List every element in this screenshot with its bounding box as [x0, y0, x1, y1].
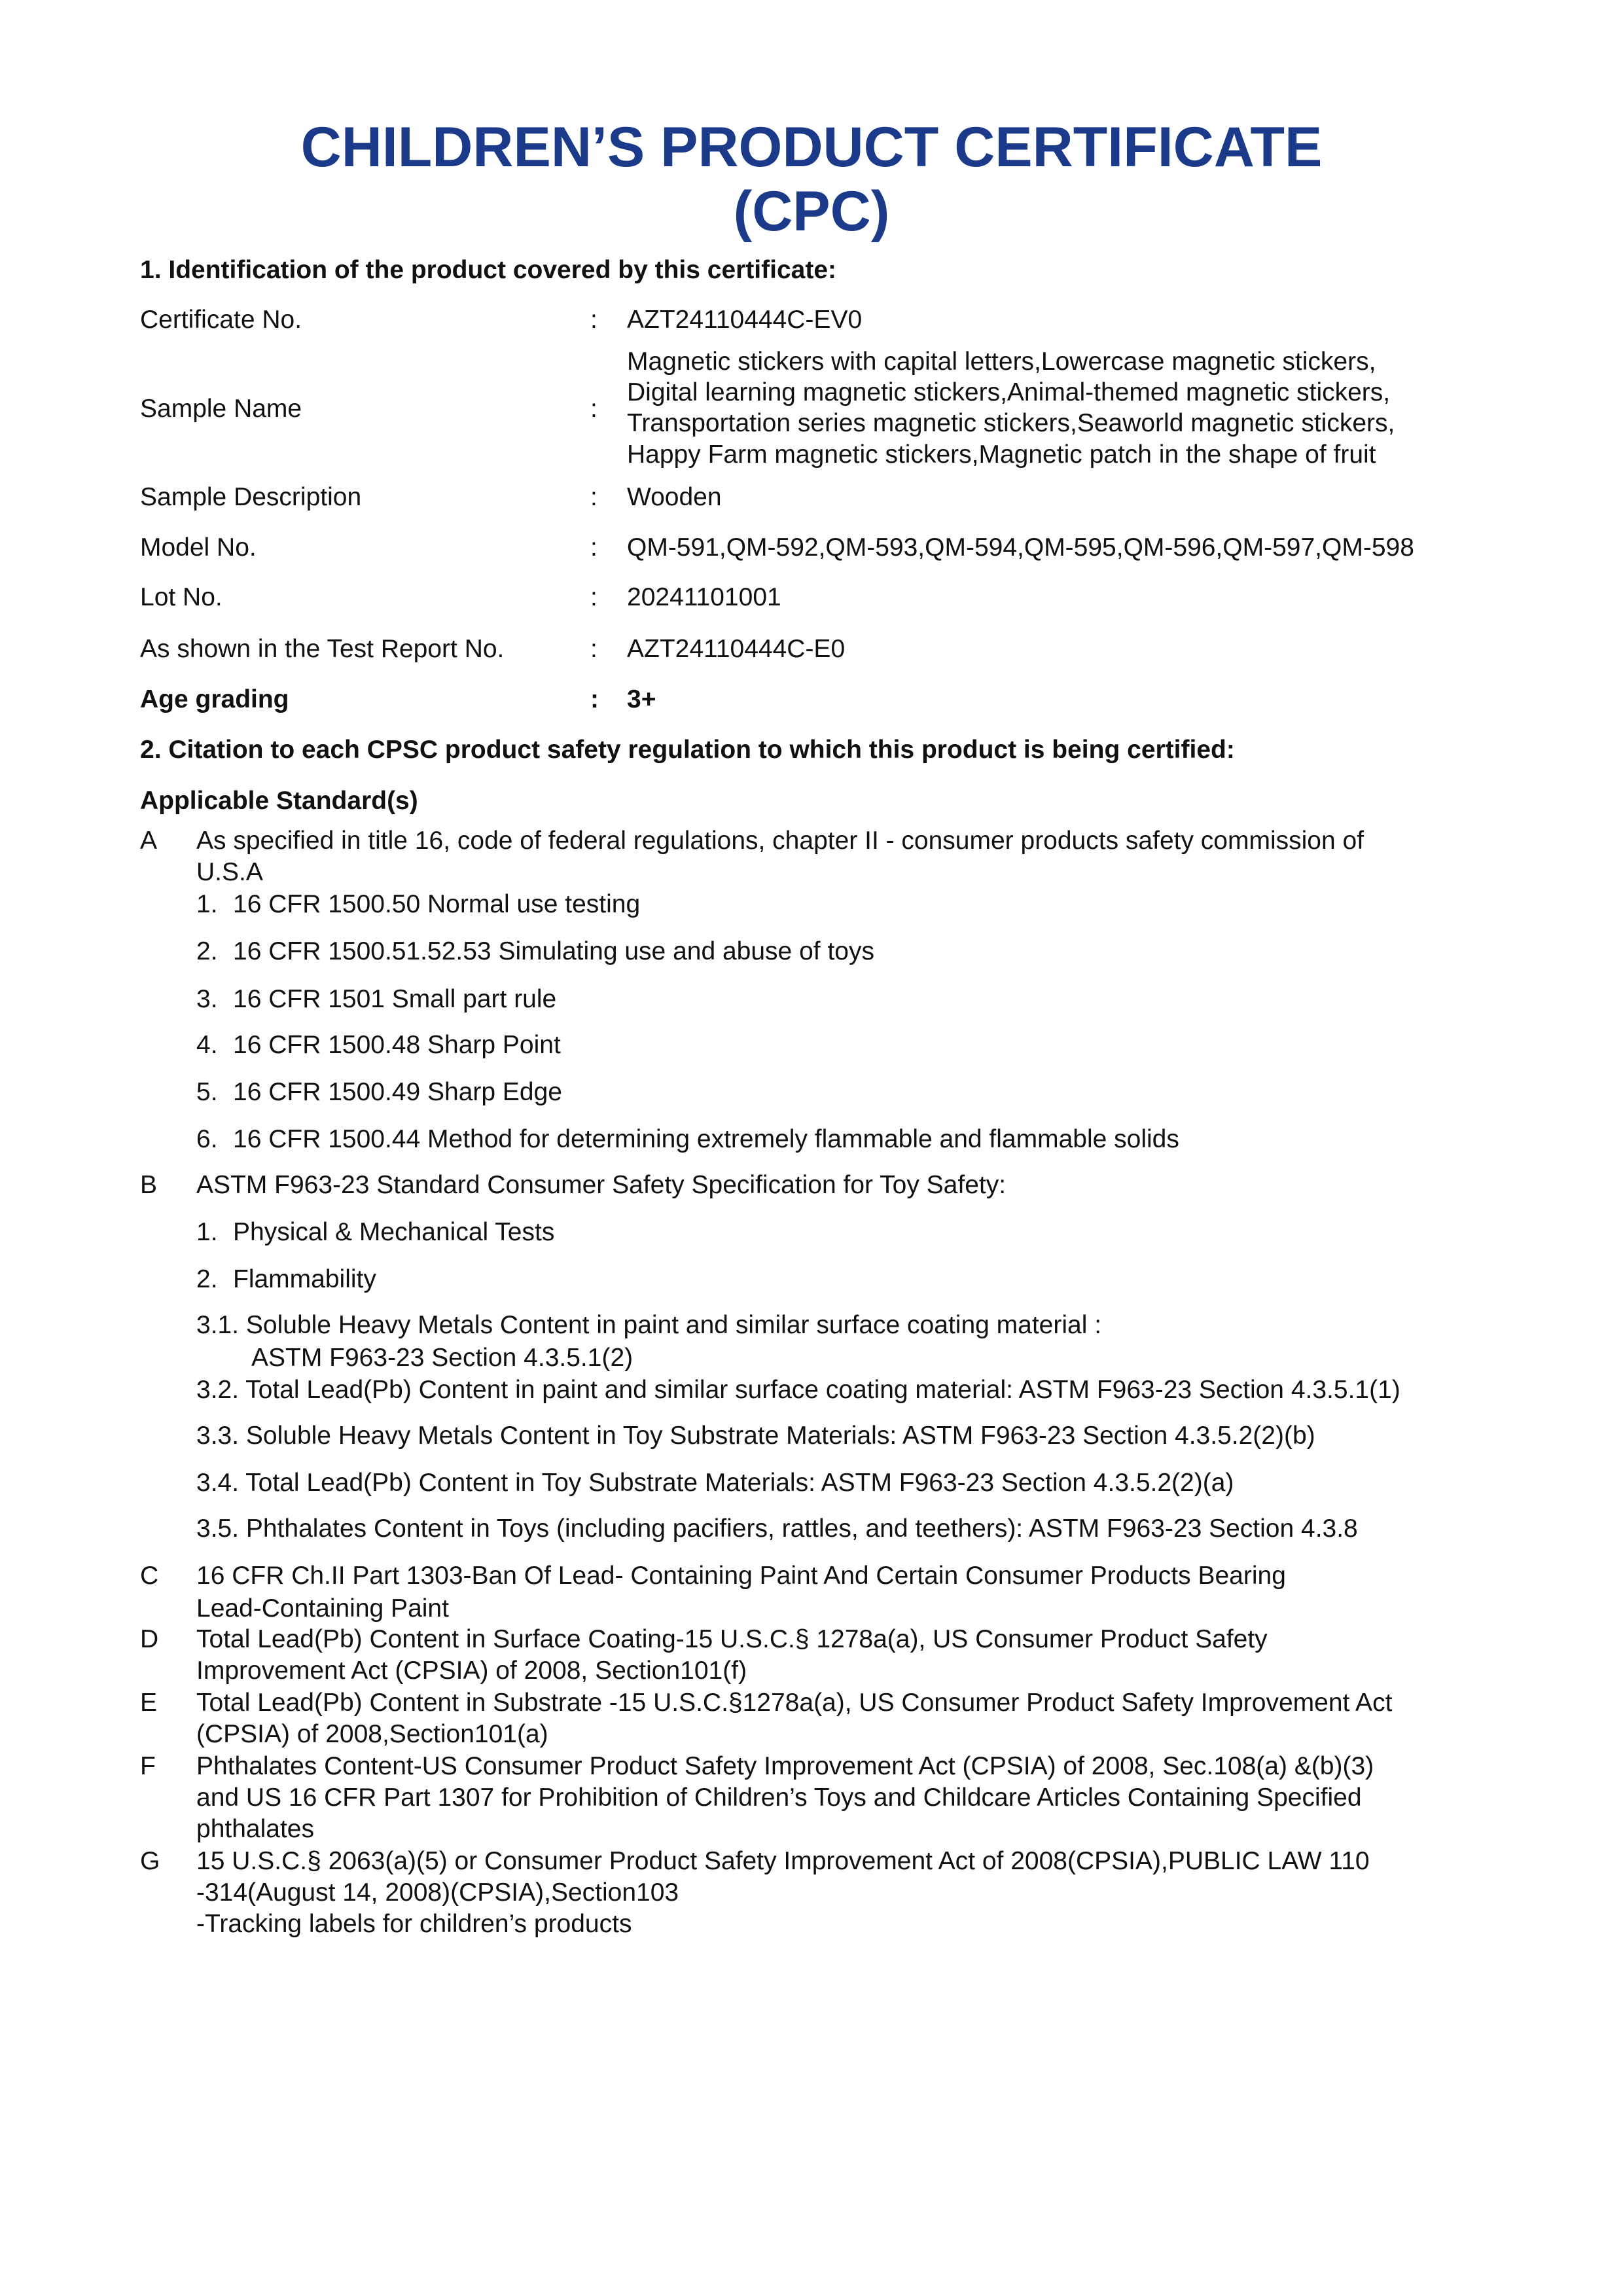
row-label: Age grading: [140, 685, 289, 713]
item-text: 16 CFR 1500.49 Sharp Edge: [233, 1078, 563, 1106]
row-value-line: Magnetic stickers with capital letters,Lowercase magnetic stickers,: [627, 348, 1376, 376]
row-value: AZT24110444C-EV0: [627, 306, 863, 334]
item-text: 16 CFR 1500.50 Normal use testing: [233, 890, 641, 918]
item-text: 16 CFR 1500.44 Method for determining extremely flammable and flammable solids: [233, 1125, 1179, 1153]
row-value-line: Transportation series magnetic stickers,Seaworld magnetic stickers,: [627, 409, 1395, 437]
standard-letter: B: [140, 1171, 158, 1199]
item-text: 3.2. Total Lead(Pb) Content in paint and similar surface coating material: ASTM F963-23 Section 4.3.5.1(1): [196, 1376, 1400, 1404]
row-label: Lot No.: [140, 583, 223, 611]
standard-text: -Tracking labels for children’s products: [196, 1910, 632, 1938]
item-number: 1.: [196, 1218, 218, 1246]
row-colon: :: [590, 685, 599, 713]
row-value: 20241101001: [627, 583, 781, 611]
row-label: Model No.: [140, 533, 257, 562]
row-label: Sample Name: [140, 395, 302, 423]
item-text: 3.3. Soluble Heavy Metals Content in Toy Substrate Materials: ASTM F963-23 Section 4.3.5.2(2)(b): [196, 1422, 1315, 1450]
item-text: 16 CFR 1501 Small part rule: [233, 985, 557, 1013]
item-text: Physical & Mechanical Tests: [233, 1218, 555, 1246]
standard-letter: E: [140, 1689, 158, 1717]
standard-text: ASTM F963-23 Standard Consumer Safety Specification for Toy Safety:: [196, 1171, 1007, 1199]
standard-text: Total Lead(Pb) Content in Surface Coating-15 U.S.C.§ 1278a(a), US Consumer Product Safety: [196, 1625, 1268, 1653]
standard-letter: D: [140, 1625, 159, 1653]
standard-text: Improvement Act (CPSIA) of 2008, Section101(f): [196, 1657, 747, 1685]
row-value: AZT24110444C-E0: [627, 635, 846, 663]
item-text: 16 CFR 1500.51.52.53 Simulating use and abuse of toys: [233, 937, 874, 965]
row-colon: :: [590, 483, 597, 511]
item-text: Flammability: [233, 1265, 376, 1293]
item-number: 1.: [196, 890, 218, 918]
item-number: 5.: [196, 1078, 218, 1106]
item-text: 3.5. Phthalates Content in Toys (including pacifiers, rattles, and teethers): ASTM F963-23 Section 4.3.8: [196, 1515, 1358, 1543]
standard-letter: A: [140, 827, 158, 855]
standard-letter: G: [140, 1847, 160, 1875]
title-line-2: (CPC): [733, 180, 890, 243]
item-number: 2.: [196, 1265, 218, 1293]
row-label: Certificate No.: [140, 306, 302, 334]
standard-letter: F: [140, 1752, 156, 1780]
section-2-heading: 2. Citation to each CPSC product safety regulation to which this product is being certified:: [140, 736, 1235, 764]
standard-text: U.S.A: [196, 858, 263, 886]
standard-text: 15 U.S.C.§ 2063(a)(5) or Consumer Product Safety Improvement Act of 2008(CPSIA),PUBLIC LAW 110: [196, 1847, 1370, 1875]
standard-text: As specified in title 16, code of federal regulations, chapter II - consumer products safety commission of: [196, 827, 1364, 855]
item-text: 3.4. Total Lead(Pb) Content in Toy Substrate Materials: ASTM F963-23 Section 4.3.5.2(2)(a): [196, 1469, 1234, 1497]
row-value-line: Happy Farm magnetic stickers,Magnetic patch in the shape of fruit: [627, 440, 1376, 469]
applicable-standards-heading: Applicable Standard(s): [140, 787, 418, 815]
item-number: 4.: [196, 1031, 218, 1059]
standard-text: Total Lead(Pb) Content in Substrate -15 U.S.C.§1278a(a), US Consumer Product Safety Improvement Act: [196, 1689, 1393, 1717]
item-number: 3.: [196, 985, 218, 1013]
row-value: QM-591,QM-592,QM-593,QM-594,QM-595,QM-596,QM-597,QM-598: [627, 533, 1414, 562]
item-text: 16 CFR 1500.48 Sharp Point: [233, 1031, 561, 1059]
section-1-heading: 1. Identification of the product covered by this certificate:: [140, 256, 837, 284]
standard-text: 16 CFR Ch.II Part 1303-Ban Of Lead- Containing Paint And Certain Consumer Products Bearing: [196, 1562, 1286, 1590]
standard-text: (CPSIA) of 2008,Section101(a): [196, 1720, 548, 1748]
item-number: 2.: [196, 937, 218, 965]
title-line-1: CHILDREN’S PRODUCT CERTIFICATE: [300, 116, 1323, 179]
item-text-continued: ASTM F963-23 Section 4.3.5.1(2): [251, 1344, 633, 1372]
item-number: 6.: [196, 1125, 218, 1153]
standard-text: Phthalates Content-US Consumer Product Safety Improvement Act (CPSIA) of 2008, Sec.108(a) &(b)(3): [196, 1752, 1374, 1780]
row-value-line: Digital learning magnetic stickers,Animal-themed magnetic stickers,: [627, 378, 1391, 406]
row-label: Sample Description: [140, 483, 362, 511]
row-value: Wooden: [627, 483, 722, 511]
row-value: 3+: [627, 685, 656, 713]
standard-text: Lead-Containing Paint: [196, 1594, 449, 1623]
row-colon: :: [590, 583, 597, 611]
row-label: As shown in the Test Report No.: [140, 635, 505, 663]
row-colon: :: [590, 533, 597, 562]
row-colon: :: [590, 635, 597, 663]
standard-text: phthalates: [196, 1815, 314, 1843]
row-colon: :: [590, 306, 597, 334]
standard-text: and US 16 CFR Part 1307 for Prohibition of Children’s Toys and Childcare Articles Containing Specified: [196, 1784, 1362, 1812]
standard-text: -314(August 14, 2008)(CPSIA),Section103: [196, 1878, 679, 1907]
standard-letter: C: [140, 1562, 159, 1590]
item-text: 3.1. Soluble Heavy Metals Content in paint and similar surface coating material :: [196, 1311, 1102, 1339]
row-colon: :: [590, 395, 597, 423]
